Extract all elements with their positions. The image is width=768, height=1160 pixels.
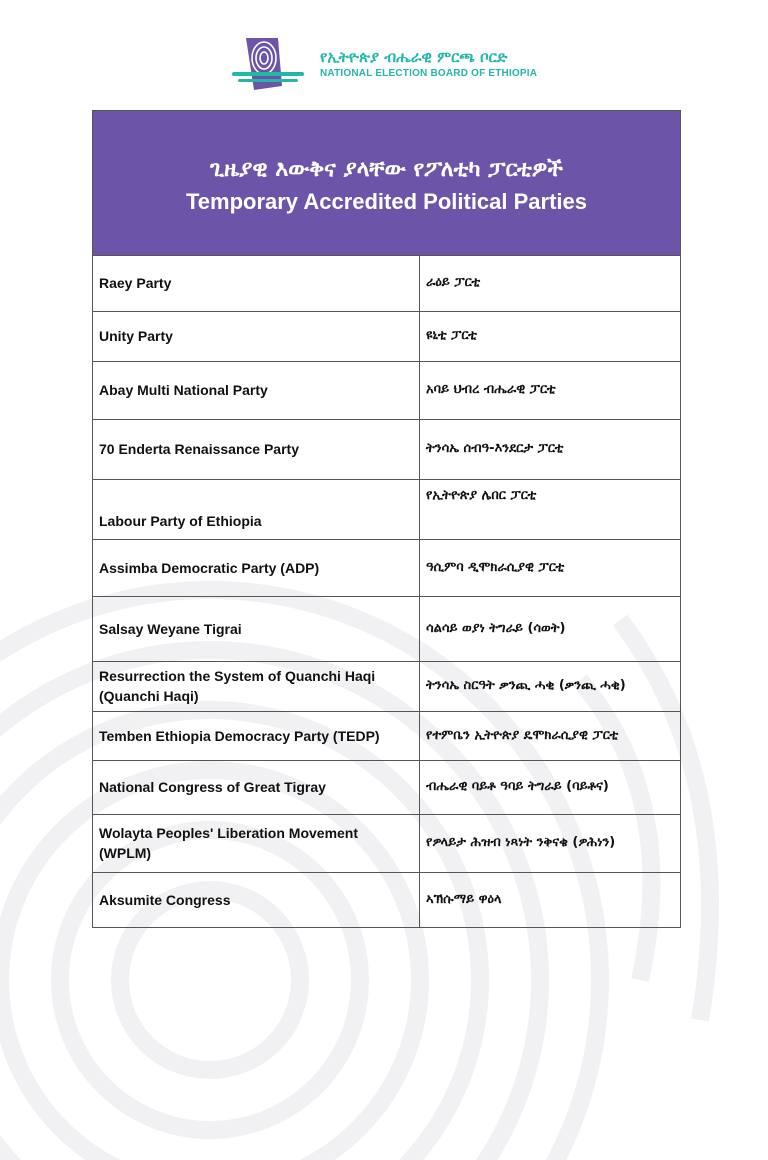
- brand-header: [228, 34, 537, 94]
- brand-amharic-name: የኢትዮጵያ ብሔራዊ ምርጫ ቦርድ: [320, 48, 508, 66]
- party-amharic-name: ትንሳኤ ሰብዓ-እንደርታ ፓርቲ: [420, 419, 681, 479]
- party-amharic-name: የኢትዮጵያ ሌበር ፓርቲ: [420, 479, 681, 539]
- party-english-name: Raey Party: [93, 256, 420, 311]
- party-english-name: National Congress of Great Tigray: [93, 760, 420, 814]
- party-english-name: Resurrection the System of Quanchi Haqi (Quanchi Haqi): [93, 661, 420, 711]
- table-row: [93, 596, 680, 661]
- party-amharic-name: የተምቤን ኢትዮጵያ ዴሞክራሲያዊ ፓርቲ: [420, 711, 681, 760]
- table-row: [93, 256, 680, 311]
- table-row: [93, 539, 680, 596]
- party-amharic-name: ትንሳኤ ስርዓት ቃንጪ ሓቂ (ቃንጪ ሓቂ): [420, 661, 681, 711]
- party-english-name: Aksumite Congress: [93, 872, 420, 927]
- parties-sheet: [92, 110, 681, 928]
- table-row: [93, 872, 680, 927]
- title-banner: [93, 111, 680, 256]
- party-english-name: Temben Ethiopia Democracy Party (TEDP): [93, 711, 420, 760]
- party-amharic-name: ዓሲምባ ዲሞክራሲያዊ ፓርቲ: [420, 539, 681, 596]
- page-title-english: Temporary Accredited Political Parties: [185, 189, 588, 214]
- party-amharic-name: ራዕይ ፓርቲ: [426, 275, 481, 291]
- table-row: [93, 419, 680, 479]
- party-english-name: Wolayta Peoples' Liberation Movement (WPLM): [93, 814, 420, 872]
- party-amharic-name: ሳልሳይ ወያነ ትግራይ (ሳወት): [420, 596, 681, 661]
- table-row: [93, 479, 680, 539]
- table-row: [93, 361, 680, 419]
- table-row: [93, 311, 680, 361]
- party-english-name: Salsay Weyane Tigrai: [93, 596, 420, 661]
- party-amharic-name: ኣኽሱማይ ዋዕላ: [420, 872, 681, 927]
- table-row: [93, 814, 680, 872]
- page-title-amharic: ጊዜያዊ እውቅና ያላቸው የፖለቲካ ፓርቲዎች: [210, 157, 563, 182]
- table-row: [93, 711, 680, 760]
- party-english-name: Labour Party of Ethiopia: [93, 479, 420, 539]
- party-amharic-name: ዩኒቲ ፓርቲ: [420, 311, 681, 361]
- ballot-fingerprint-icon: [228, 34, 308, 94]
- party-english-name: Assimba Democratic Party (ADP): [93, 539, 420, 596]
- party-amharic-name: የዎላይታ ሕዝብ ነጻነት ንቅናቄ (ዎሕነን): [420, 814, 681, 872]
- table-row: [93, 661, 680, 711]
- party-amharic-name: ብሔራዊ ባይቶ ዓባይ ትግራይ (ባይቶና): [420, 760, 681, 814]
- brand-english-name: NATIONAL ELECTION BOARD OF ETHIOPIA: [320, 68, 538, 79]
- party-english-name: Abay Multi National Party: [93, 361, 420, 419]
- party-english-name: Unity Party: [93, 311, 420, 361]
- table-row: [93, 760, 680, 814]
- party-amharic-name: አባይ ህብረ ብሔራዊ ፓርቲ: [420, 361, 681, 419]
- parties-table: [93, 256, 680, 927]
- party-english-name: 70 Enderta Renaissance Party: [93, 419, 420, 479]
